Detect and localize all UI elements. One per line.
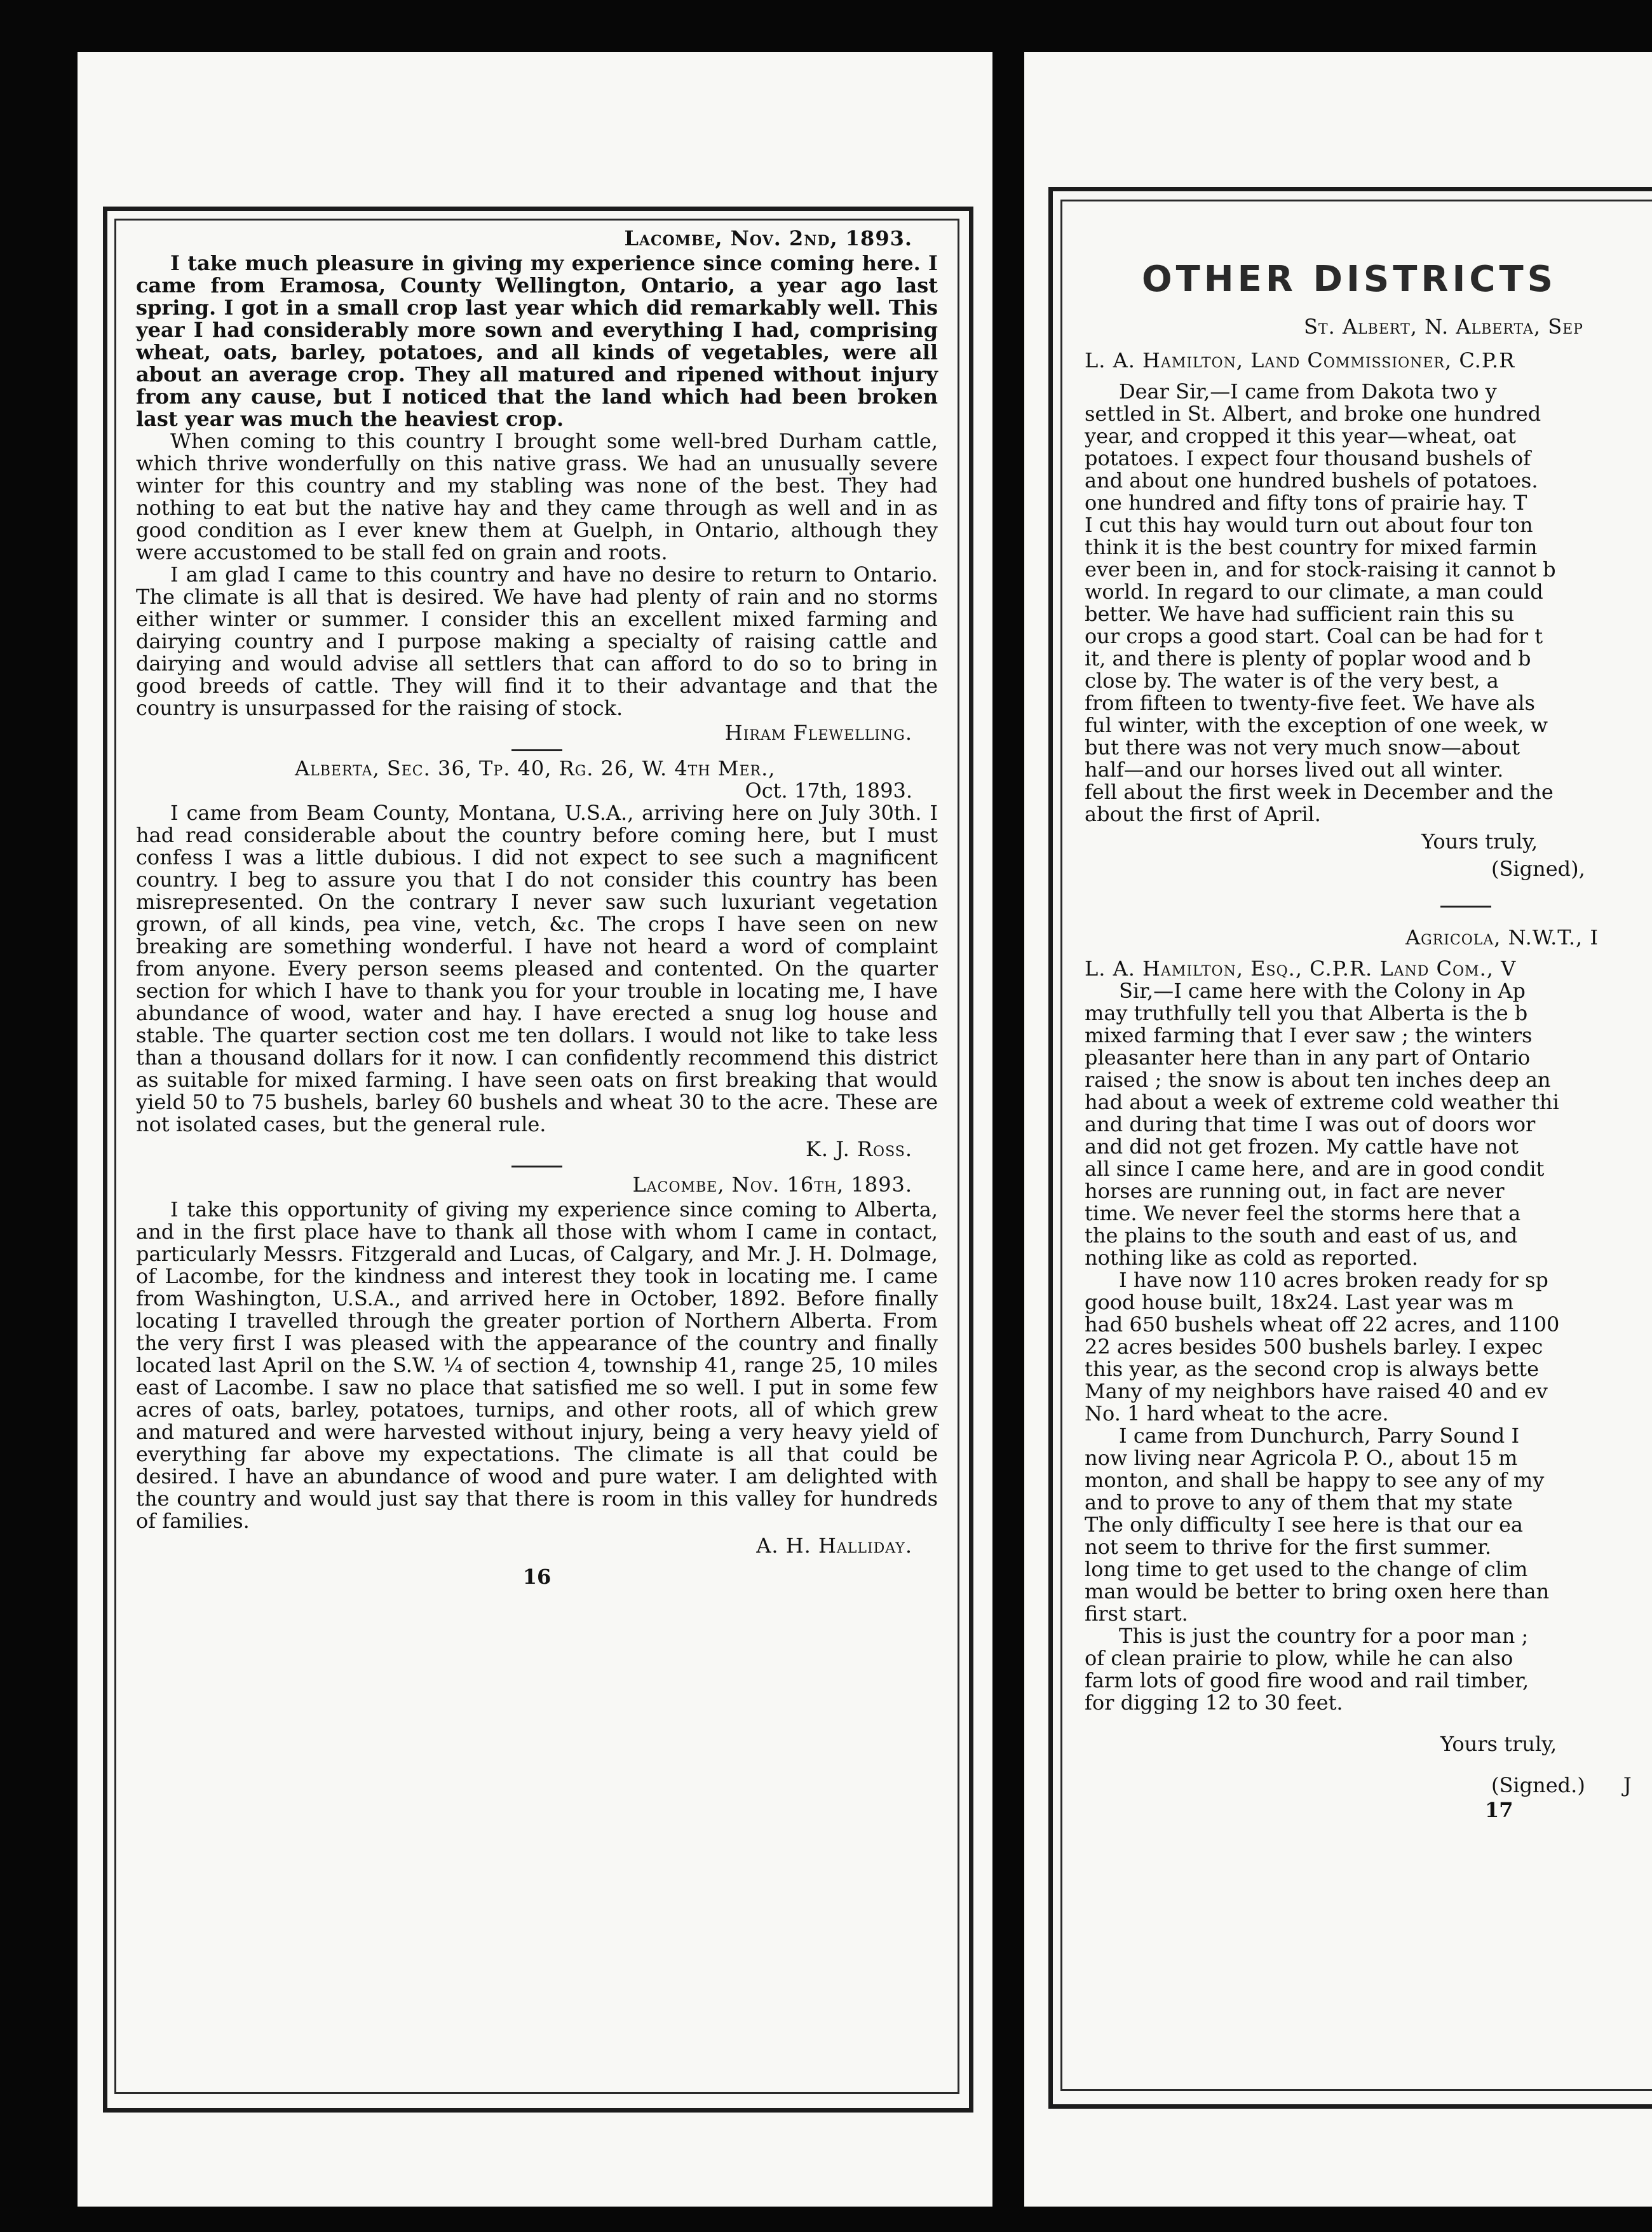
letter-line: potatoes. I expect four thousand bushels of	[1085, 446, 1531, 470]
page-number: 17	[1485, 1798, 1513, 1822]
letter-line: mixed farming that I ever saw ; the winters	[1085, 1023, 1533, 1047]
letter-line: from fifteen to twenty-five feet. We have als	[1085, 691, 1535, 715]
dateline-st-albert: St. Albert, N. Alberta, Sep	[1304, 315, 1583, 339]
letter-line: it, and there is plenty of poplar wood and b	[1085, 646, 1531, 670]
dateline-alberta-line1: Alberta, Sec. 36, Tp. 40, Rg. 26, W. 4th Mer.,	[295, 756, 776, 780]
letter-line: ever been in, and for stock-raising it cannot b	[1085, 557, 1556, 582]
letter-line: about the first of April.	[1085, 802, 1321, 826]
right-page	[1024, 52, 1652, 2207]
letter-paragraph: I am glad I came to this country and have no desire to return to Ontario. The climate is all that is desired. We have had plenty of rain and no storms either winter or summer. I consider this an excellent mixed farming and dairying country and I purpose making a specialty of raising cattle and dairying and would advise all settlers that can afford to do so to bring in good breeds of cattle. They will find it to their advantage and that the country is unsurpassed for the raising of stock.	[136, 562, 938, 720]
letter-line: farm lots of good fire wood and rail timber,	[1085, 1668, 1529, 1692]
letter-line: Dear Sir,—I came from Dakota two y	[1119, 379, 1497, 404]
letter-line: I cut this hay would turn out about four ton	[1085, 513, 1533, 537]
letter-line: better. We have had sufficient rain this su	[1085, 602, 1515, 626]
letter-line: monton, and shall be happy to see any of my	[1085, 1468, 1545, 1492]
signature-ross: K. J. Ross.	[806, 1137, 912, 1161]
dateline-alberta-line2: Oct. 17th, 1893.	[745, 779, 912, 803]
letter-line: our crops a good start. Coal can be had for t	[1085, 624, 1543, 648]
letter-line: horses are running out, in fact are never	[1085, 1179, 1505, 1203]
letter-line: of clean prairie to plow, while he can also	[1085, 1646, 1513, 1670]
letter-line: one hundred and fifty tons of prairie hay. T	[1085, 491, 1527, 515]
letter-line: pleasanter here than in any part of Ontario	[1085, 1045, 1531, 1070]
letter-line: and to prove to any of them that my state	[1085, 1490, 1513, 1514]
letter-line: settled in St. Albert, and broke one hundred	[1085, 402, 1541, 426]
signature-flewelling: Hiram Flewelling.	[724, 721, 912, 745]
letter-line: This is just the country for a poor man ;	[1119, 1624, 1529, 1648]
section-heading: OTHER DISTRICTS	[1142, 259, 1557, 300]
divider-rule	[1440, 906, 1491, 908]
letter-line: but there was not very much snow—about	[1085, 735, 1520, 759]
letter-line: fell about the first week in December and the	[1085, 780, 1554, 804]
letter-body-agricola	[1085, 980, 1652, 1714]
closing-yours-truly: Yours truly,	[1440, 1732, 1557, 1756]
left-page	[78, 52, 992, 2207]
letter-line: ful winter, with the exception of one week, w	[1085, 713, 1548, 737]
letter-line: The only difficulty I see here is that our ea	[1085, 1513, 1523, 1537]
letter-line: 22 acres besides 500 bushels barley. I expec	[1085, 1335, 1543, 1359]
letter-line: Sir,—I came here with the Colony in Ap	[1119, 979, 1526, 1003]
letter-line: and about one hundred bushels of potatoes.	[1085, 468, 1538, 493]
letter-line: now living near Agricola P. O., about 15 m	[1085, 1446, 1518, 1470]
letter-body-st-albert	[1085, 381, 1652, 826]
letter-line: year, and cropped it this year—wheat, oat	[1085, 424, 1516, 448]
letter-line: not seem to thrive for the first summer.	[1085, 1535, 1492, 1559]
letter-line: nothing like as cold as reported.	[1085, 1246, 1418, 1270]
letter-line: No. 1 hard wheat to the acre.	[1085, 1401, 1389, 1426]
letter-line: first start.	[1085, 1602, 1188, 1626]
letter-line: raised ; the snow is about ten inches deep an	[1085, 1068, 1551, 1092]
dateline-agricola: Agricola, N.W.T., I	[1405, 925, 1599, 949]
letter-line: had 650 bushels wheat off 22 acres, and 1100	[1085, 1312, 1560, 1337]
divider-rule	[511, 1166, 562, 1167]
letter-line: half—and our horses lived out all winter.	[1085, 758, 1504, 782]
addressee-hamilton-esq: L. A. Hamilton, Esq., C.P.R. Land Com., V	[1085, 956, 1517, 981]
letter-paragraph: I came from Beam County, Montana, U.S.A., arriving here on July 30th. I had read considerable about the country before coming here, but I must confess I was a little dubious. I did not expect to see such a magnificent country. I beg to assure you that I do not consider this country has been misrepresented. On the contrary I never saw such luxuriant vegetation grown, of all kinds, pea vine, vetch, &c. The crops I have seen on new breaking are something wonderful. I have not heard a word of complaint from anyone. Every person seems pleased and contented. On the quarter section for which I have to thank you for your trouble in locating me, I have abundance of wood, water and hay. I have erected a snug log house and stable. The quarter section cost me ten dollars. I would not like to take less than a thousand dollars for it now. I can confidently recommend this district as suitable for mixed farming. I have seen oats on first breaking that would yield 50 to 75 bushels, barley 60 bushels and wheat 30 to the acre. These are not isolated cases, but the general rule.	[136, 801, 938, 1136]
letter-line: and did not get frozen. My cattle have not	[1085, 1134, 1519, 1159]
letter-line: this year, as the second crop is always bette	[1085, 1357, 1540, 1381]
letter-line: man would be better to bring oxen here than	[1085, 1579, 1550, 1603]
dateline-lacombe-nov2: Lacombe, Nov. 2nd, 1893.	[624, 226, 912, 250]
letter-line: good house built, 18x24. Last year was m	[1085, 1290, 1514, 1314]
letter-line: I have now 110 acres broken ready for sp	[1119, 1268, 1548, 1292]
signature-halliday: A. H. Halliday.	[756, 1534, 912, 1558]
letter-line: time. We never feel the storms here that a	[1085, 1201, 1521, 1225]
addressee-hamilton: L. A. Hamilton, Land Commissioner, C.P.R	[1085, 348, 1515, 372]
letter-line: long time to get used to the change of clim	[1085, 1557, 1528, 1581]
letter-line: I came from Dunchurch, Parry Sound I	[1119, 1424, 1520, 1448]
letter-paragraph: When coming to this country I brought some well-bred Durham cattle, which thrive wonderfully on this native grass. We had an unusually severe winter for this country and my stabling was none of the best. They had nothing to eat but the native hay and they came through as well and in as good condition as I ever knew them at Guelph, in Ontario, although they were accustomed to be stall fed on grain and roots.	[136, 429, 938, 564]
closing-yours-truly: Yours truly,	[1421, 829, 1538, 854]
letter-line: may truthfully tell you that Alberta is the b	[1085, 1001, 1528, 1025]
left-column	[136, 221, 938, 1588]
letter-line: for digging 12 to 30 feet.	[1085, 1691, 1343, 1715]
dateline-lacombe-nov16: Lacombe, Nov. 16th, 1893.	[632, 1173, 912, 1197]
letter-line: all since I came here, and are in good condit	[1085, 1157, 1545, 1181]
letter-paragraph: I take this opportunity of giving my experience since coming to Alberta, and in the first place have to thank all those with whom I came in contact, particularly Messrs. Fitzgerald and Lucas, of Calgary, and Mr. J. H. Dolmage, of Lacombe, for the kindness and interest they took in locating me. I came from Washington, U.S.A., and arrived here in October, 1892. Before finally locating I travelled through the greater portion of Northern Alberta. From the very first I was pleased with the appearance of the country and finally located last April on the S.W. ¼ of section 4, township 41, range 25, 10 miles east of Lacombe. I saw no place that satisfied me so well. I put in some few acres of oats, barley, potatoes, turnips, and other roots, all of which grew and matured and were harvested without injury, being a very heavy yield of everything far above my expectations. The climate is all that could be desired. I have an abundance of wood and pure water. I am delighted with the country and would just say that there is room in this valley for hundreds of families.	[136, 1197, 938, 1533]
letter-line: had about a week of extreme cold weather thi	[1085, 1090, 1559, 1114]
letter-line: close by. The water is of the very best, a	[1085, 669, 1499, 693]
page-number: 16	[522, 1565, 552, 1589]
letter-line: the plains to the south and east of us, and	[1085, 1223, 1518, 1248]
letter-paragraph: I take much pleasure in giving my experience since coming here. I came from Eramosa, County Wellington, Ontario, a year ago last spring. I got in a small crop last year which did remarkably well. This year I had considerably more sown and everything I had, comprising wheat, oats, barley, potatoes, and all kinds of vegetables, were all about an average crop. They all matured and ripened without injury from any cause, but I noticed that the land which had been broken last year was much the heaviest crop.	[136, 251, 938, 431]
letter-line: world. In regard to our climate, a man could	[1085, 580, 1543, 604]
signed-label: (Signed.) J	[1491, 1773, 1632, 1797]
right-column	[1085, 243, 1652, 1821]
divider-rule	[511, 749, 562, 751]
signed-label: (Signed),	[1491, 857, 1585, 881]
letter-line: and during that time I was out of doors wor	[1085, 1112, 1536, 1136]
letter-line: think it is the best country for mixed farmin	[1085, 535, 1538, 559]
letter-line: Many of my neighbors have raised 40 and ev	[1085, 1379, 1548, 1403]
